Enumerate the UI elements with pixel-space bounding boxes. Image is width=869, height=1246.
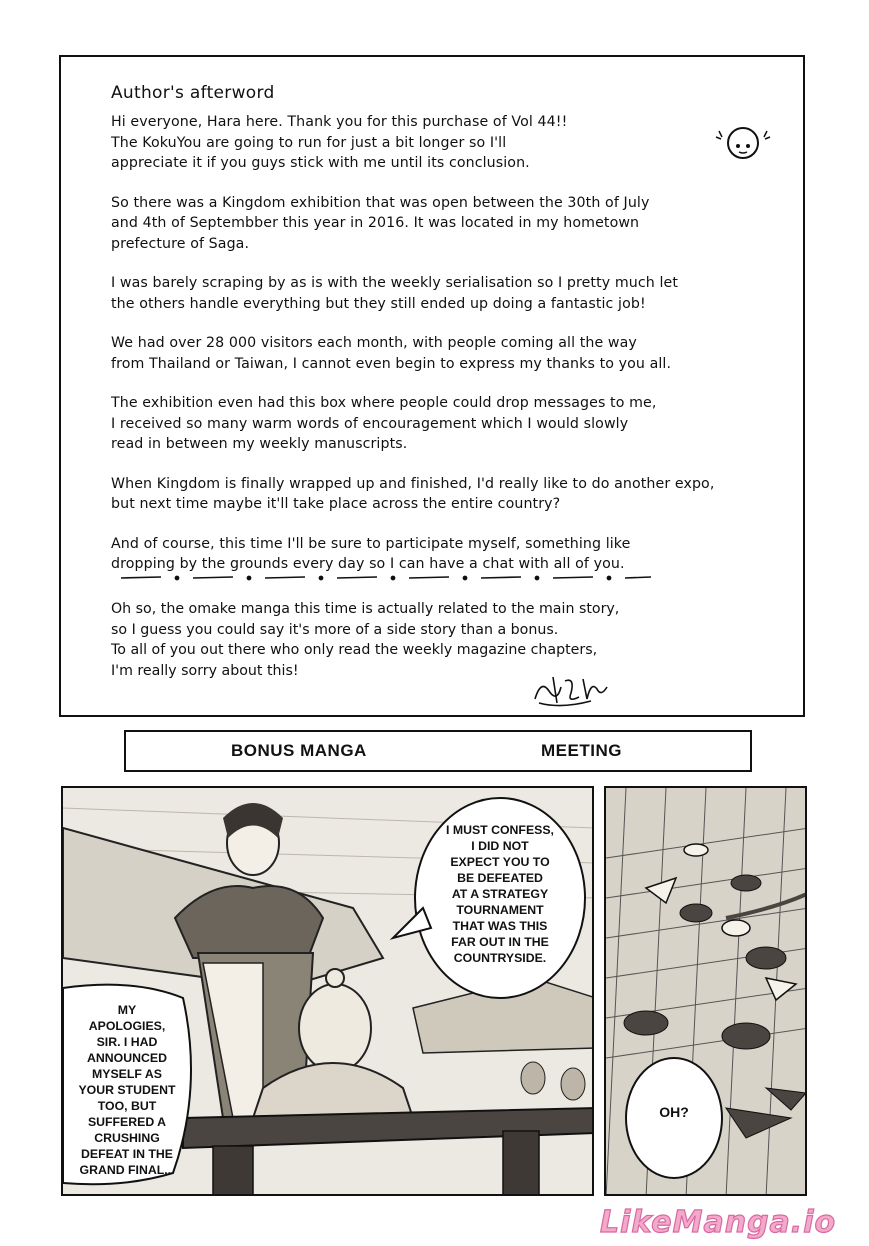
speech-bubble-oh: OH? <box>659 1104 689 1120</box>
afterword-paragraph: Hi everyone, Hara here. Thank you for this purchase of Vol 44!! The KokuYou are going to run for just a bit longer so I'll appreciate it if you guys stick with me until its conclusion. <box>111 114 568 171</box>
afterword-paragraph: When Kingdom is finally wrapped up and finished, I'd really like to do another expo, but next time maybe it'll take place across the entire country? <box>111 475 715 512</box>
speech-bubble-apologies: MY APOLOGIES, SIR. I HAD ANNOUNCED MYSELF AS YOUR STUDENT TOO, BUT SUFFERED A CRUSHING DEFEAT IN THE GRAND FINAL... <box>78 1003 176 1177</box>
afterword-paragraph: I was barely scraping by as is with the weekly serialisation so I pretty much let the others handle everything but they still ended up doing a fantastic job! <box>111 275 678 312</box>
afterword-box <box>59 55 805 717</box>
site-watermark: LikeManga.io <box>600 1205 837 1240</box>
speech-bubble-confess: I MUST CONFESS, I DID NOT EXPECT YOU TO BE DEFEATED AT A STRATEGY TOURNAMENT THAT WAS THIS FAR OUT IN THE COUNTRYSIDE. <box>446 823 554 965</box>
panel-right-art <box>606 788 807 1196</box>
chapter-title-banner <box>124 730 752 772</box>
manga-panel-left <box>61 786 594 1196</box>
manga-panel-right <box>604 786 807 1196</box>
banner-label-chapter: MEETING <box>541 741 622 760</box>
afterword-paragraph: The exhibition even had this box where people could drop messages to me, I received so many warm words of encouragement which I would slowly read in between my weekly manuscripts. <box>111 395 657 452</box>
dashed-divider <box>121 573 661 583</box>
afterword-paragraph: We had over 28 000 visitors each month, with people coming all the way from Thailand or Taiwan, I cannot even begin to express my thanks to you all. <box>111 335 672 372</box>
afterword-paragraph: So there was a Kingdom exhibition that was open between the 30th of July and 4th of Septembber this year in 2016. It was located in my hometown prefecture of Saga. <box>111 194 650 252</box>
afterword-title: Author's afterword <box>111 83 275 103</box>
author-signature <box>531 669 611 709</box>
afterword-closing: Oh so, the omake manga this time is actually related to the main story, so I guess you could say it's more of a side story than a bonus. To all of you out there who only read the weekly magazine chapters, I'm really sorry about this! <box>111 601 620 679</box>
afterword-paragraph: And of course, this time I'll be sure to participate myself, something like dropping by the grounds every day so I can have a chat with all of you. <box>111 535 631 572</box>
afterword-body <box>111 112 761 594</box>
banner-label-bonus: BONUS MANGA <box>231 741 367 760</box>
